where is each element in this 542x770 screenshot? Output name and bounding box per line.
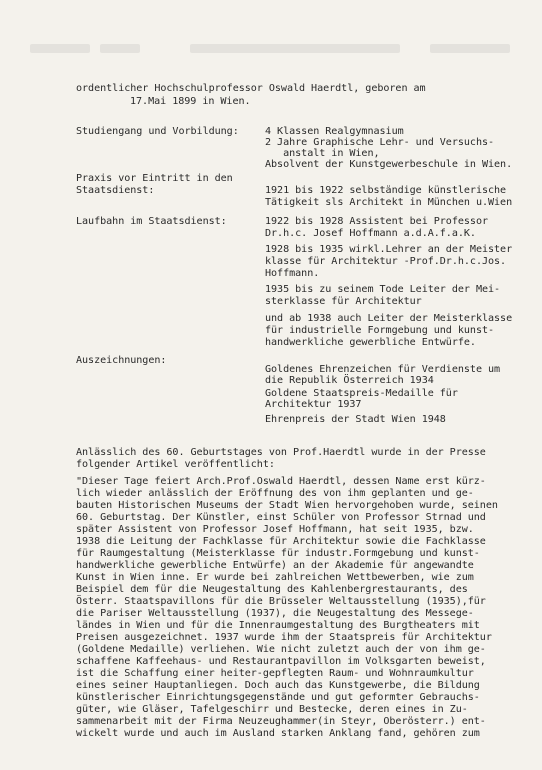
article-line: Preisen ausgezeichnet. 1937 wurde ihm der Staatspreis für Architektur — [76, 632, 492, 643]
auszeichnung-line: Architektur 1937 — [265, 399, 362, 410]
article-line: schaffene Kaffeehaus- und Restaurantpavillon im Volksgarten beweist, — [76, 656, 486, 667]
laufbahn-line: und ab 1938 auch Leiter der Meisterklasse — [265, 313, 513, 324]
header-line-1: ordentlicher Hochschulprofessor Oswald Haerdtl, geboren am — [76, 83, 426, 94]
praxis-line: 1921 bis 1922 selbständige künstlerische — [265, 185, 507, 196]
studiengang-line: anstalt in Wien, — [265, 148, 380, 159]
article-line: 1938 die Leitung der Fachklasse für Architektur sowie die Fachklasse — [76, 536, 486, 547]
article-line: künstlerischer Einrichtungsgegenstände und gut geformter Gebrauchs- — [76, 692, 480, 703]
praxis-line: Tätigkeit sls Architekt in München u.Wien — [265, 197, 513, 208]
intro-line: folgender Artikel veröffentlicht: — [76, 459, 275, 470]
article-line: lich wieder anlässlich der Eröffnung des von ihm geplanten und ge- — [76, 488, 474, 499]
article-line: für Raumgestaltung (Meisterklasse für industr.Formgebung und kunst- — [76, 548, 480, 559]
laufbahn-line: Dr.h.c. Josef Hoffmann a.d.A.f.a.K. — [265, 228, 476, 239]
article-line: sammenarbeit mit der Firma Neuzeughammer(in Steyr, Oberösterr.) ent- — [76, 716, 486, 727]
laufbahn-line: 1922 bis 1928 Assistent bei Professor — [265, 216, 488, 227]
article-line: 60. Geburtstag. Der Künstler, einst Schüler von Professor Strnad und — [76, 512, 486, 523]
article-line: "Dieser Tage feiert Arch.Prof.Oswald Haerdtl, dessen Name erst kürz- — [76, 476, 486, 487]
label-auszeichnungen: Auszeichnungen: — [76, 355, 167, 366]
article-line: handwerkliche gewerbliche Entwürfe) an der Akademie für angewandte — [76, 560, 474, 571]
article-line: Österr. Staatspavillons für die Brüsseler Weltausstellung (1935),für — [76, 596, 486, 607]
label-studiengang: Studiengang und Vorbildung: — [76, 126, 239, 137]
auszeichnung-line: Ehrenpreis der Stadt Wien 1948 — [265, 414, 446, 425]
label-praxis: Praxis vor Eintritt in den — [76, 173, 233, 184]
article-line: ist die Schaffung einer heiter-gepflegten Raum- und Wohnraumkultur — [76, 668, 474, 679]
laufbahn-line: handwerkliche gewerbliche Entwürfe. — [265, 337, 476, 348]
article-line: bauten Historischen Museums der Stadt Wien hervorgehoben wurde, seinen — [76, 500, 498, 511]
auszeichnung-line: die Republik Österreich 1934 — [265, 375, 434, 386]
laufbahn-line: für industrielle Formgebung und kunst- — [265, 325, 495, 336]
label-laufbahn: Laufbahn im Staatsdienst: — [76, 216, 227, 227]
faded-letterhead — [30, 38, 510, 64]
label-praxis: Staatsdienst: — [76, 185, 155, 196]
header-line-2: 17.Mai 1899 in Wien. — [130, 96, 251, 107]
laufbahn-line: sterklasse für Architektur — [265, 296, 422, 307]
studiengang-line: 4 Klassen Realgymnasium — [265, 126, 404, 137]
article-line: güter, wie Gläser, Tafelgeschirr und Bestecke, deren eines in Zu- — [76, 704, 468, 715]
studiengang-line: 2 Jahre Graphische Lehr- und Versuchs- — [265, 137, 495, 148]
studiengang-line: Absolvent der Kunstgewerbeschule in Wien. — [265, 159, 513, 170]
auszeichnung-line: Goldene Staatspreis-Medaille für — [265, 388, 458, 399]
article-line: Kunst in Wien inne. Er wurde bei zahlreichen Wettbewerben, wie zum — [76, 572, 474, 583]
article-line: wickelt wurde und auch im Ausland starken Anklang fand, gehören zum — [76, 728, 480, 739]
intro-line: Anlässlich des 60. Geburtstages von Prof.Haerdtl wurde in der Presse — [76, 447, 486, 458]
article-line: (Goldene Medaille) verliehen. Wie nicht zuletzt auch der von ihm ge- — [76, 644, 486, 655]
article-line: Beispiel dem für die Neugestaltung des Kahlenbergrestaurants, des — [76, 584, 468, 595]
article-line: eines seiner Hauptanliegen. Doch auch das Kunstgewerbe, die Bildung — [76, 680, 480, 691]
article-line: später Assistent von Professor Josef Hoffmann, hat seit 1935, bzw. — [76, 524, 474, 535]
auszeichnung-line: Goldenes Ehrenzeichen für Verdienste um — [265, 364, 501, 375]
laufbahn-line: 1928 bis 1935 wirkl.Lehrer an der Meister — [265, 244, 513, 255]
laufbahn-line: Hoffmann. — [265, 268, 320, 279]
article-line: die Pariser Weltausstellung (1937), die Neugestaltung des Messege- — [76, 608, 474, 619]
laufbahn-line: klasse für Architektur -Prof.Dr.h.c.Jos. — [265, 256, 507, 267]
article-line: ländes in Wien und für die Innenraumgestaltung des Burgtheaters mit — [76, 620, 480, 631]
laufbahn-line: 1935 bis zu seinem Tode Leiter der Mei- — [265, 284, 501, 295]
